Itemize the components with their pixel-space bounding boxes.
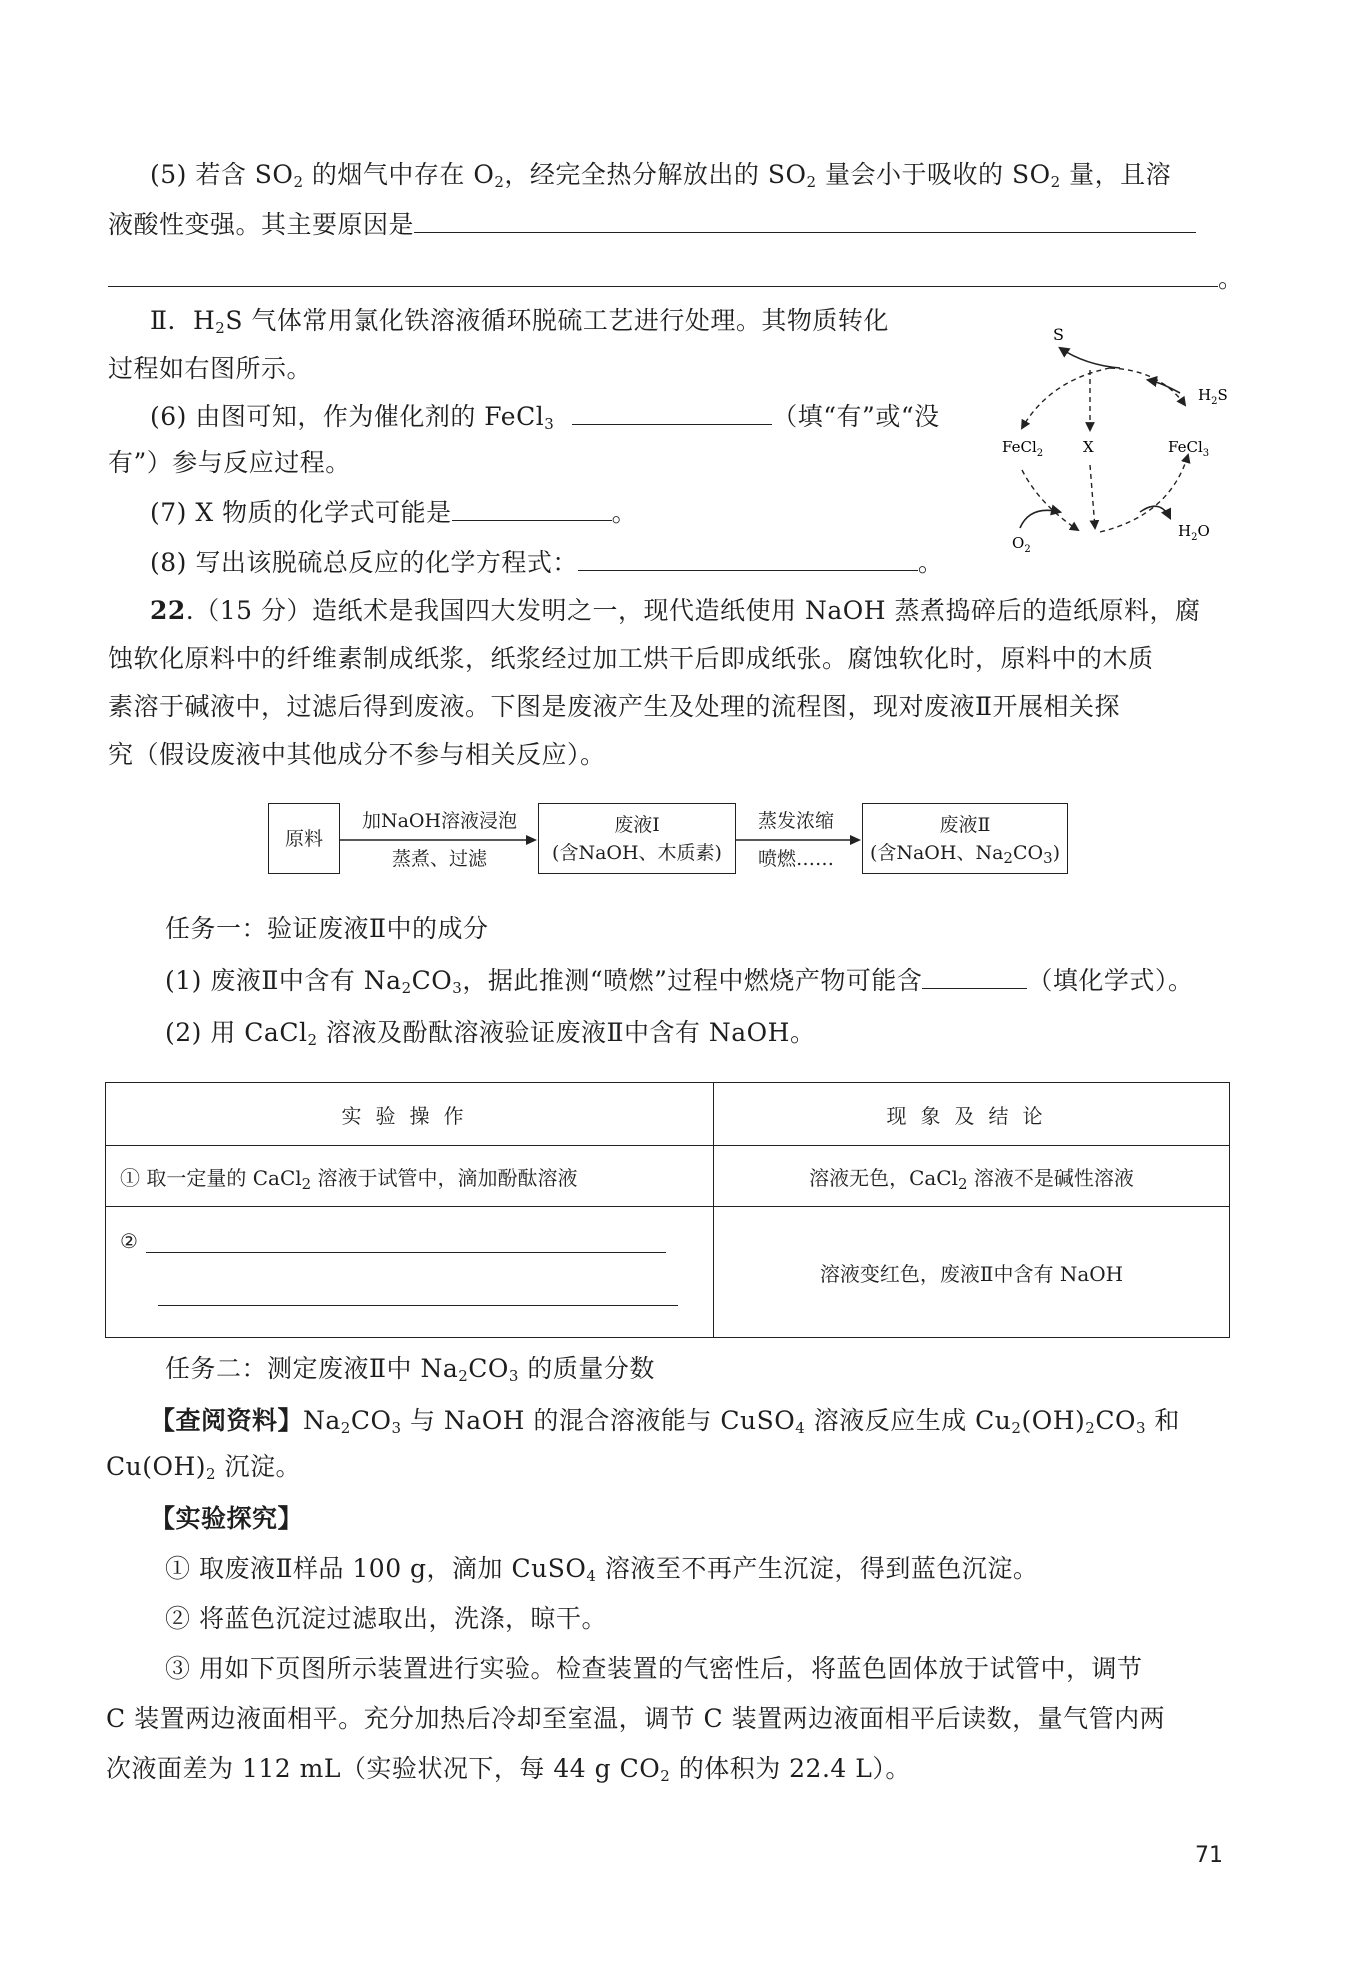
task1-q1 <box>165 964 1193 998</box>
q22-text-4: 究（假设废液中其他成分不参与相关反应）。 <box>108 740 606 769</box>
task1-q1-c: ，据此推测“喷燃”过程中燃烧产物可能含 <box>462 966 923 995</box>
flow-box-raw-material <box>268 803 340 874</box>
q6-line1 <box>150 400 940 434</box>
table-cell-row1-operation: ① 取一定量的 CaCl$_2$ 溶液于试管中，滴加酚酞溶液 <box>106 1146 714 1207</box>
table-row <box>106 1207 1230 1338</box>
task1-q1-a: (1) 废液Ⅱ中含有 Na <box>165 966 402 995</box>
table-cell-row1-result: 溶液无色，CaCl$_2$ 溶液不是碱性溶液 <box>714 1146 1230 1207</box>
cycle-label-h2s: $H_2S$ <box>1198 386 1228 407</box>
cycle-h2o-outlet <box>1140 506 1170 518</box>
task2-title-c: 的质量分数 <box>518 1354 655 1383</box>
task1-q1-answer-blank[interactable] <box>922 966 1027 989</box>
q6-answer-blank[interactable] <box>572 402 772 425</box>
task2-step3-line1: ③ 用如下页图所示装置进行实验。检查装置的气密性后，将蓝色固体放于试管中，调节 <box>165 1654 1143 1683</box>
task2-experiment-label-line <box>150 1502 303 1536</box>
part2-intro-b: S 气体常用氯化铁溶液循环脱硫工艺进行处理。其物质转化 <box>225 306 889 335</box>
cycle-path-x-bottom <box>1090 465 1095 528</box>
sub: 2 <box>494 173 505 191</box>
flow-box2-title: 废液Ⅰ <box>614 813 660 836</box>
flow-arrow1-top-label: 加NaOH溶液浸泡 <box>361 810 518 832</box>
table-cell-row2-result: 溶液变红色，废液Ⅱ中含有 NaOH <box>714 1207 1230 1338</box>
task2-reference-label: 【查阅资料】 <box>150 1406 304 1435</box>
q7-line <box>150 496 637 530</box>
sub: 2 <box>458 1367 469 1385</box>
sub: 2 <box>307 1031 318 1049</box>
cycle-path-left-bottom <box>1022 470 1078 530</box>
task1-title <box>165 912 489 946</box>
part2-intro-line1 <box>150 304 889 338</box>
part2-intro-line2 <box>108 352 312 386</box>
cycle-path-right-bottom <box>1100 455 1188 532</box>
table-row2-answer-blank-1[interactable] <box>146 1230 666 1253</box>
part2-intro-c: 过程如右图所示。 <box>108 354 313 383</box>
q7-text: (7) X 物质的化学式可能是 <box>150 498 452 527</box>
q6-text-a: (6) 由图可知，作为催化剂的 FeCl <box>150 402 545 431</box>
q5-line3 <box>108 262 1244 296</box>
q5-line2 <box>108 208 1196 242</box>
desulfurization-cycle-diagram <box>990 300 1250 570</box>
task2-title <box>165 1352 655 1386</box>
cycle-o2-inlet <box>1020 510 1060 528</box>
q8-text: (8) 写出该脱硫总反应的化学方程式： <box>150 548 578 577</box>
table-header-row <box>106 1083 1230 1146</box>
cycle-label-fecl2: FeCl$_2$ <box>1002 438 1044 459</box>
part2-intro-a: Ⅱ．H <box>150 306 216 335</box>
cycle-h2s-inlet <box>1148 380 1180 393</box>
cycle-label-fecl3: FeCl$_3$ <box>1168 438 1210 459</box>
sub: 2 <box>293 173 304 191</box>
task2-title-b: CO <box>468 1354 509 1383</box>
table-cell-row2-operation <box>106 1207 714 1338</box>
flow-box-waste-liquid-2 <box>862 803 1068 874</box>
table-header-operation: 实验操作 <box>106 1083 714 1146</box>
q5-answer-blank-1[interactable] <box>414 210 1196 233</box>
q5-text-d: 量会小于吸收的 SO <box>816 160 1051 189</box>
page-number: 71 <box>1195 1843 1223 1868</box>
q6-text-c: 有”）参与反应过程。 <box>108 448 351 477</box>
task1-q1-d: （填化学式）。 <box>1027 966 1194 995</box>
q5-text-a: (5) 若含 SO <box>150 160 294 189</box>
q6-text-b: （填“有”或“没 <box>772 402 940 431</box>
sub: 2 <box>806 173 817 191</box>
cycle-label-s: S <box>1053 325 1064 344</box>
task1-q2-a: (2) 用 CaCl <box>165 1018 308 1047</box>
q5-line1 <box>150 158 1171 192</box>
cycle-arc-top-solid <box>1060 348 1120 368</box>
q8-line <box>150 546 943 580</box>
task1-title-text: 任务一：验证废液Ⅱ中的成分 <box>165 914 489 943</box>
q22-line4 <box>108 738 606 772</box>
cycle-label-h2o: $H_2O$ <box>1178 522 1210 543</box>
task2-title-a: 任务二：测定废液Ⅱ中 Na <box>165 1354 459 1383</box>
sub: 3 <box>452 979 463 997</box>
q5-text-c: ，经完全热分解放出的 SO <box>504 160 807 189</box>
task1-q2-b: 溶液及酚酞溶液验证废液Ⅱ中含有 NaOH。 <box>317 1018 816 1047</box>
q22-number: 22 <box>150 596 186 625</box>
q22-line3 <box>108 690 1120 724</box>
q5-answer-blank-2[interactable] <box>108 264 1218 287</box>
sub: 3 <box>508 1367 519 1385</box>
sub: 2 <box>1050 173 1061 191</box>
table-row2-marker: ② <box>120 1229 138 1253</box>
q22-line1 <box>150 594 1200 628</box>
q8-answer-blank[interactable] <box>578 548 918 571</box>
q7-answer-blank[interactable] <box>452 498 612 521</box>
table-row <box>106 1146 1230 1207</box>
q5-line2-text: 液酸性变强。其主要原因是 <box>108 210 415 239</box>
flow-arrow-2 <box>736 834 862 846</box>
table-row2-answer-blank-2[interactable] <box>158 1283 678 1306</box>
q22-text-2: 蚀软化原料中的纤维素制成纸浆，纸浆经过加工烘干后即成纸张。腐蚀软化时，原料中的木质 <box>108 644 1154 673</box>
task2-step1: ① 取废液Ⅱ样品 100 g，滴加 CuSO$_4$ 溶液至不再产生沉淀，得到蓝色沉淀。 <box>165 1554 1039 1585</box>
sub: 2 <box>401 979 412 997</box>
task2-step3-line2: C 装置两边液面相平。充分加热后冷却至室温，调节 C 装置两边液面相平后读数，量气管内两 <box>106 1704 1166 1733</box>
flow-arrow2-top-label: 蒸发浓缩 <box>757 810 834 832</box>
q6-line2 <box>108 446 351 480</box>
flow-box2-detail: (含NaOH、木质素) <box>552 841 722 864</box>
flow-box-waste-liquid-1 <box>538 803 736 874</box>
q22-text-1: .（15 分）造纸术是我国四大发明之一，现代造纸使用 NaOH 蒸煮捣碎后的造纸原料，腐 <box>185 596 1201 625</box>
q8-end: 。 <box>917 548 944 577</box>
q22-line2 <box>108 642 1154 676</box>
table-header-result: 现象及结论 <box>714 1083 1230 1146</box>
task2-step3-line3: 次液面差为 112 mL（实验状况下，每 44 g $CO_2$ 的体积为 22.4 L）。 <box>106 1754 911 1785</box>
task2-experiment-label: 【实验探究】 <box>150 1504 304 1533</box>
task2-reference-line2: $Cu(OH)_2$ 沉淀。 <box>106 1452 302 1483</box>
flow-box3-detail: (含NaOH、$Na_2CO_3$) <box>869 841 1061 867</box>
flow-box1-label: 原料 <box>284 827 323 850</box>
q5-end-mark: 。 <box>1218 264 1244 293</box>
cycle-label-x: X <box>1083 438 1094 456</box>
task2-step2: ② 将蓝色沉淀过滤取出，洗涤，晾干。 <box>165 1604 607 1633</box>
task1-q1-b: CO <box>411 966 453 995</box>
q5-text-e: 量，且溶 <box>1060 160 1172 189</box>
experiment-table <box>105 1082 1230 1338</box>
cycle-label-o2: $O_2$ <box>1012 534 1031 555</box>
sub: 3 <box>544 415 555 433</box>
flow-box3-title: 废液Ⅱ <box>939 813 991 836</box>
flow-arrow1-bottom-label: 蒸煮、过滤 <box>391 848 487 870</box>
cycle-path-left-top <box>1022 368 1110 428</box>
cycle-path-right-top <box>1110 368 1185 405</box>
flow-arrow2-bottom-label: 喷燃…… <box>757 848 834 870</box>
q22-text-3: 素溶于碱液中，过滤后得到废液。下图是废液产生及处理的流程图，现对废液Ⅱ开展相关探 <box>108 692 1120 721</box>
q7-end: 。 <box>611 498 638 527</box>
q5-text-b: 的烟气中存在 O <box>303 160 495 189</box>
task2-reference-line1: 【查阅资料】$Na_2CO_3$ 与 NaOH 的混合溶液能与 CuSO$_4$ 溶液反应生成 $Cu_2(OH)_2CO_3$ 和 <box>150 1406 1180 1437</box>
flow-arrow-1 <box>340 834 538 846</box>
sub: 2 <box>215 319 226 337</box>
task1-q2 <box>165 1016 815 1050</box>
